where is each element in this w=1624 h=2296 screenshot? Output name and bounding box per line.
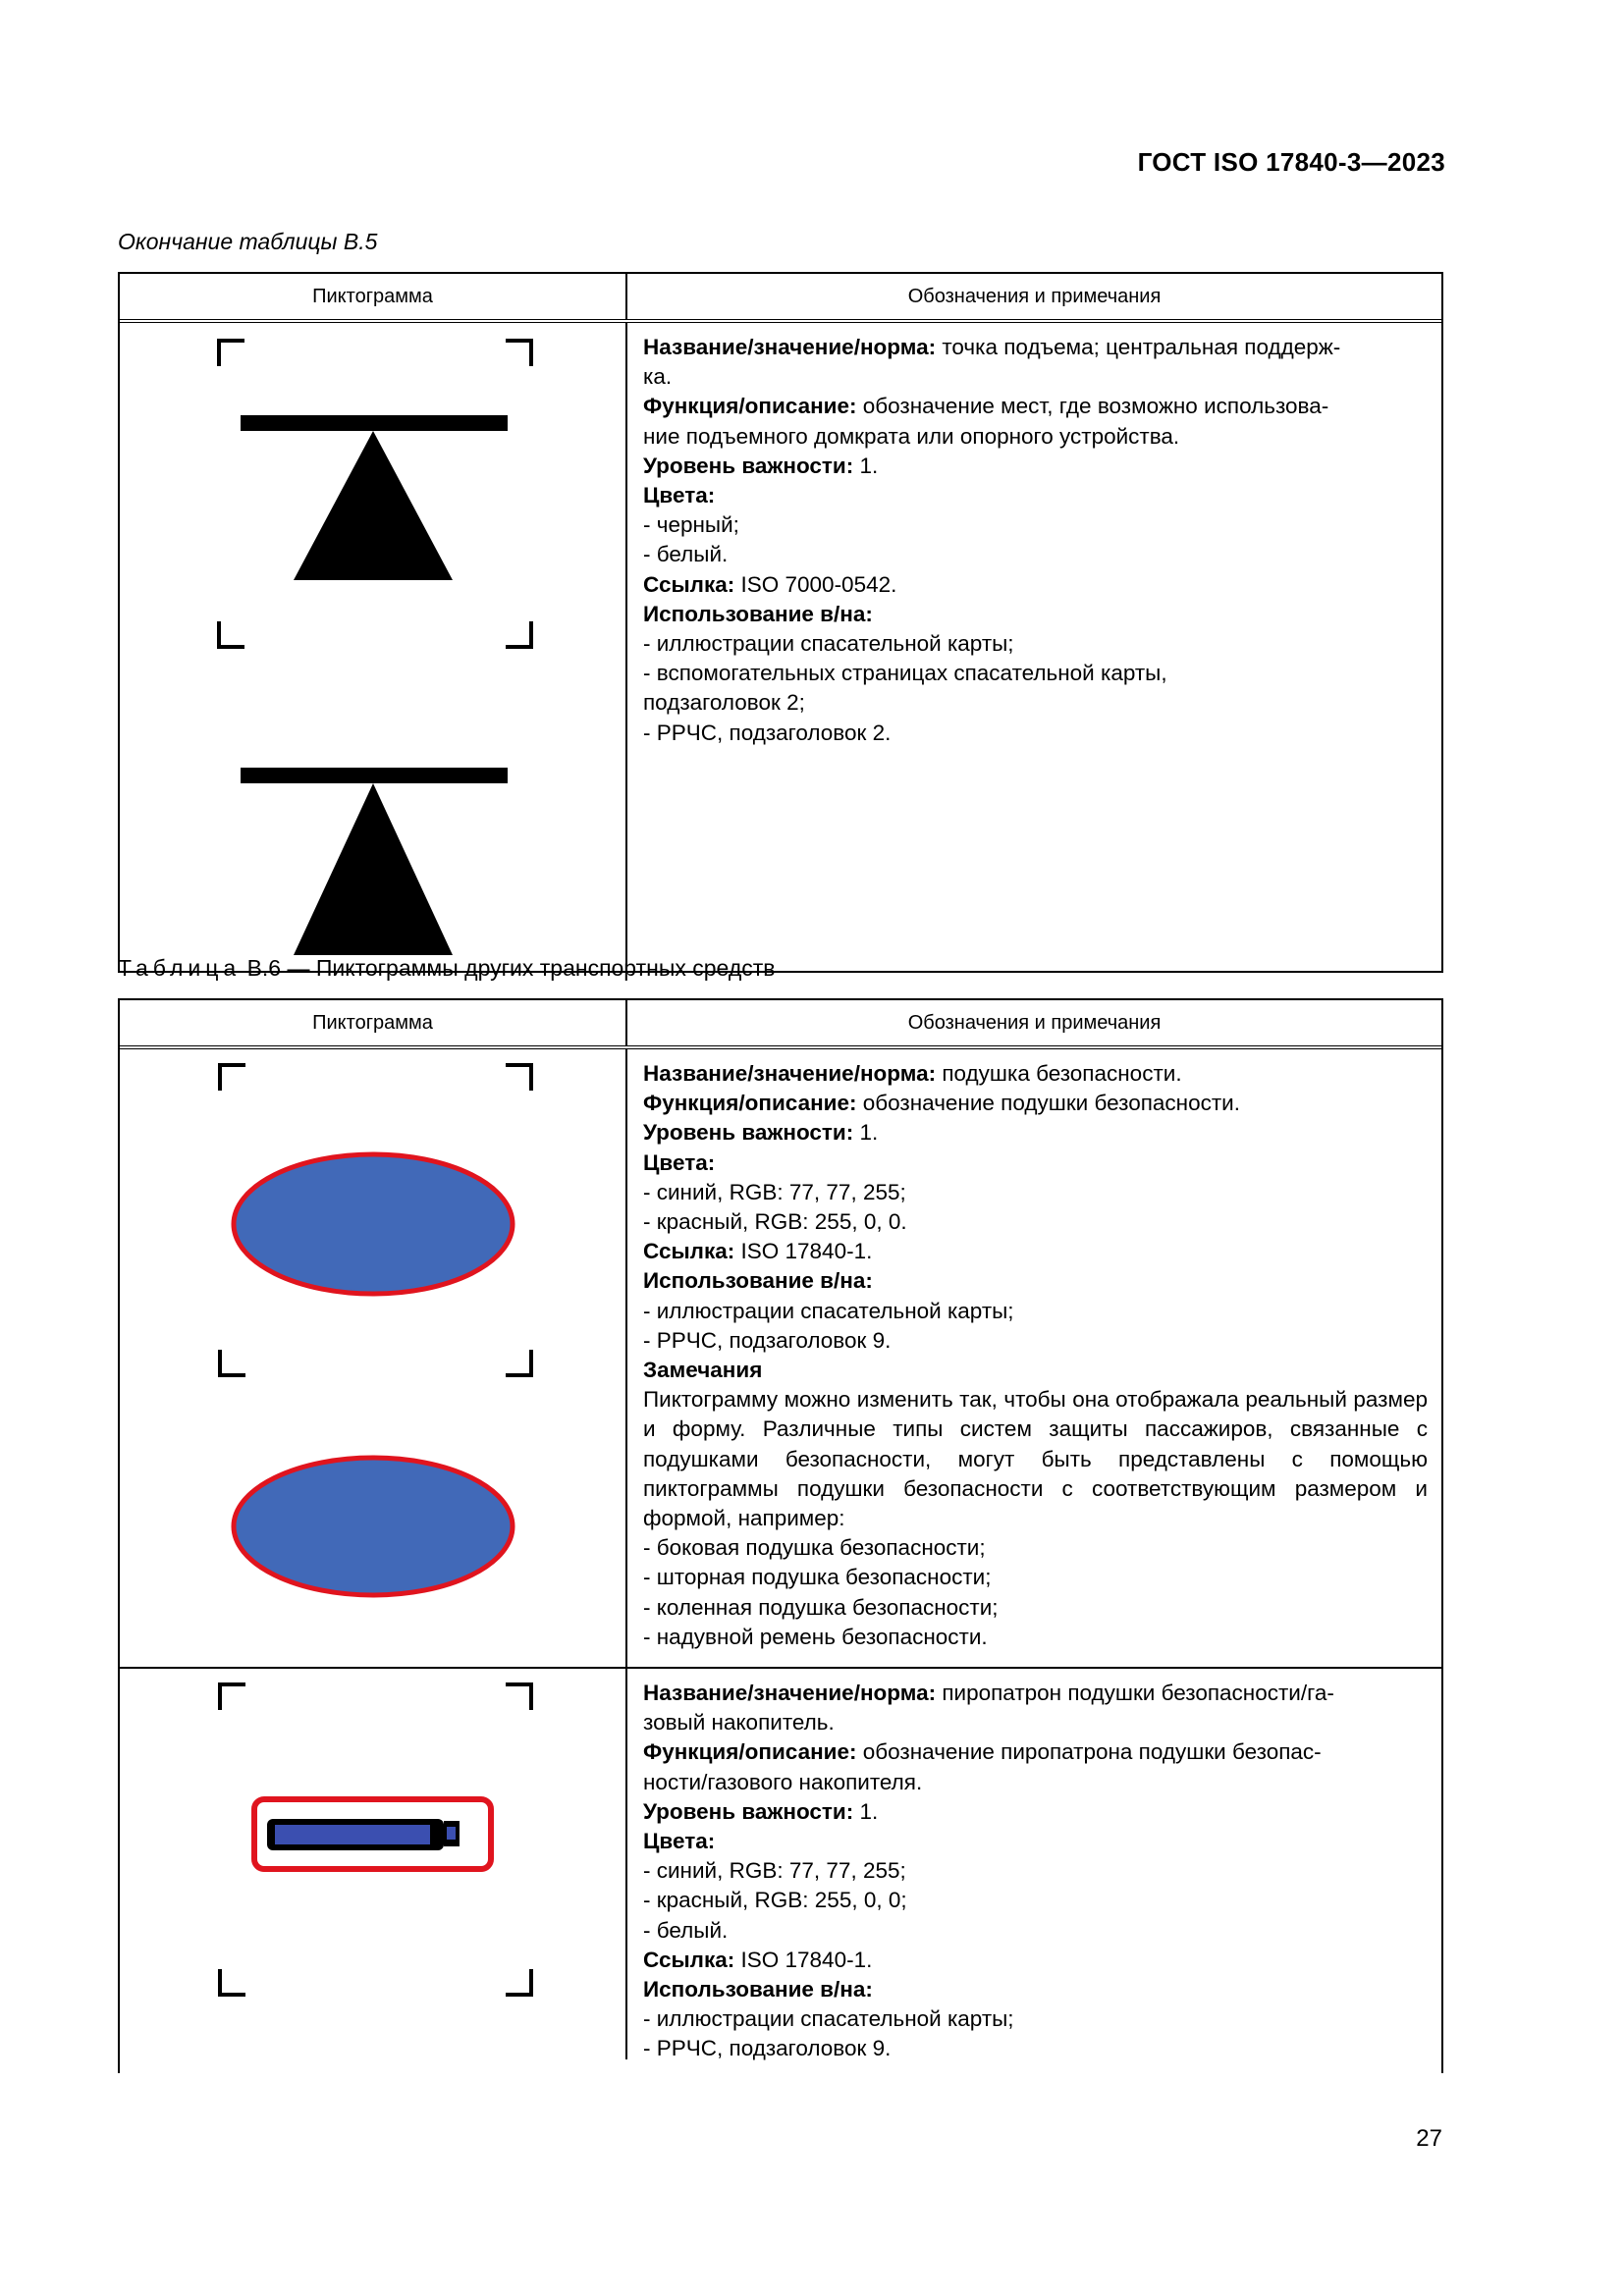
note-line: подзаголовок 2; xyxy=(643,690,805,716)
note-line: - РРЧС, подзаголовок 2. xyxy=(643,720,892,745)
table-b5-caption: Окончание таблицы В.5 xyxy=(118,229,378,254)
note-line: Цвета: xyxy=(643,483,716,508)
note-line: - РРЧС, подзаголовок 9. xyxy=(643,2036,892,2061)
note-line: - синий, RGB: 77, 77, 255; xyxy=(643,1858,906,1884)
note-line: Ссылка: ISO 7000-0542. xyxy=(643,571,897,597)
note-line: Функция/описание: обозначение пиропатрона подушки безопас- xyxy=(643,1739,1322,1765)
note-line: - белый. xyxy=(643,542,729,567)
note-line: Название/значение/норма: подушка безопасности. xyxy=(643,1061,1182,1086)
note-line: Использование в/на: xyxy=(643,601,873,626)
note-line: - иллюстрации спасательной карты; xyxy=(643,631,1014,657)
note-line: Название/значение/норма: пиропатрон подушки безопасности/га- xyxy=(643,1681,1334,1705)
table-header xyxy=(120,274,1441,323)
note-line: Функция/описание: обозначение мест, где возможно использова- xyxy=(643,394,1329,419)
note-line: - РРЧС, подзаголовок 9. xyxy=(643,1327,892,1353)
header-pictogram: Пиктограмма xyxy=(120,1000,627,1045)
note-line: - черный; xyxy=(643,512,739,538)
note-line: - коленная подушка безопасности; xyxy=(643,1594,999,1620)
note-line: Название/значение/норма: точка подъема; центральная поддерж- xyxy=(643,335,1341,359)
pictogram-cell xyxy=(120,1049,627,1667)
pictogram-cell xyxy=(120,1669,627,2059)
note-line: Уровень важности: 1. xyxy=(643,1120,879,1146)
inflator-icon xyxy=(120,1669,625,2061)
document-standard-number: ГОСТ ISO 17840-3—2023 xyxy=(1137,147,1445,177)
note-line: - иллюстрации спасательной карты; xyxy=(643,1298,1014,1323)
table-row xyxy=(120,1667,1441,2059)
table-caption-label: Таблица xyxy=(118,955,242,981)
note-line: ности/газового накопителя. xyxy=(643,1769,923,1794)
note-line: Использование в/на: xyxy=(643,1977,873,2002)
header-notes: Обозначения и примечания xyxy=(907,285,1162,307)
note-line: зовый накопитель. xyxy=(643,1710,835,1735)
note-line: - иллюстрации спасательной карты; xyxy=(643,2006,1014,2032)
note-line: - синий, RGB: 77, 77, 255; xyxy=(643,1179,906,1204)
pictogram-cell xyxy=(120,323,627,971)
notes-cell xyxy=(627,1049,1441,1667)
note-line: - шторная подушка безопасности; xyxy=(643,1565,992,1590)
note-line: - надувной ремень безопасности. xyxy=(643,1624,988,1649)
header-pictogram: Пиктограмма xyxy=(120,274,627,319)
note-line: - красный, RGB: 255, 0, 0; xyxy=(643,1888,907,1913)
note-line: Цвета: xyxy=(643,1149,716,1175)
note-line: - боковая подушка безопасности; xyxy=(643,1535,986,1561)
note-line: - белый. xyxy=(643,1917,729,1943)
note-line: ние подъемного домкрата или опорного устройства. xyxy=(643,423,1180,449)
note-line: Ссылка: ISO 17840-1. xyxy=(643,1239,873,1264)
notes-cell xyxy=(627,1669,1441,2059)
header-notes: Обозначения и примечания xyxy=(907,1011,1162,1034)
remark-paragraph: Пиктограмму можно изменить так, чтобы она отображала реальный размер и форму. Различные типы систем защиты пассажиров, связанные с подушками безопасности, могут быть представлены с помощью пиктограммы подушки безопасности с соответствующим размером и формой, например: xyxy=(643,1387,1428,1531)
airbag-icon xyxy=(120,1049,625,1667)
table-row xyxy=(120,323,1441,971)
note-line: ка. xyxy=(643,364,673,390)
note-line: Использование в/на: xyxy=(643,1268,873,1294)
note-line: Функция/описание: обозначение подушки безопасности. xyxy=(643,1091,1240,1116)
table-b5 xyxy=(118,272,1443,973)
note-line: Замечания xyxy=(643,1358,763,1383)
table-b6 xyxy=(118,998,1443,2073)
note-line: - вспомогательных страницах спасательной карты, xyxy=(643,661,1167,686)
table-caption-title: В.6 — Пиктограммы других транспортных средств xyxy=(241,955,776,981)
note-line: Ссылка: ISO 17840-1. xyxy=(643,1947,873,1972)
note-line: Уровень важности: 1. xyxy=(643,1798,879,1824)
note-line: Цвета: xyxy=(643,1829,716,1854)
lifting-point-icon-variant xyxy=(120,323,625,971)
table-b6-caption xyxy=(118,955,776,982)
note-line: - красный, RGB: 255, 0, 0. xyxy=(643,1209,907,1235)
page-number: 27 xyxy=(1416,2125,1442,2152)
table-row xyxy=(120,1049,1441,1667)
note-line: Уровень важности: 1. xyxy=(643,453,879,478)
table-header xyxy=(120,1000,1441,1049)
notes-cell xyxy=(627,323,1441,971)
